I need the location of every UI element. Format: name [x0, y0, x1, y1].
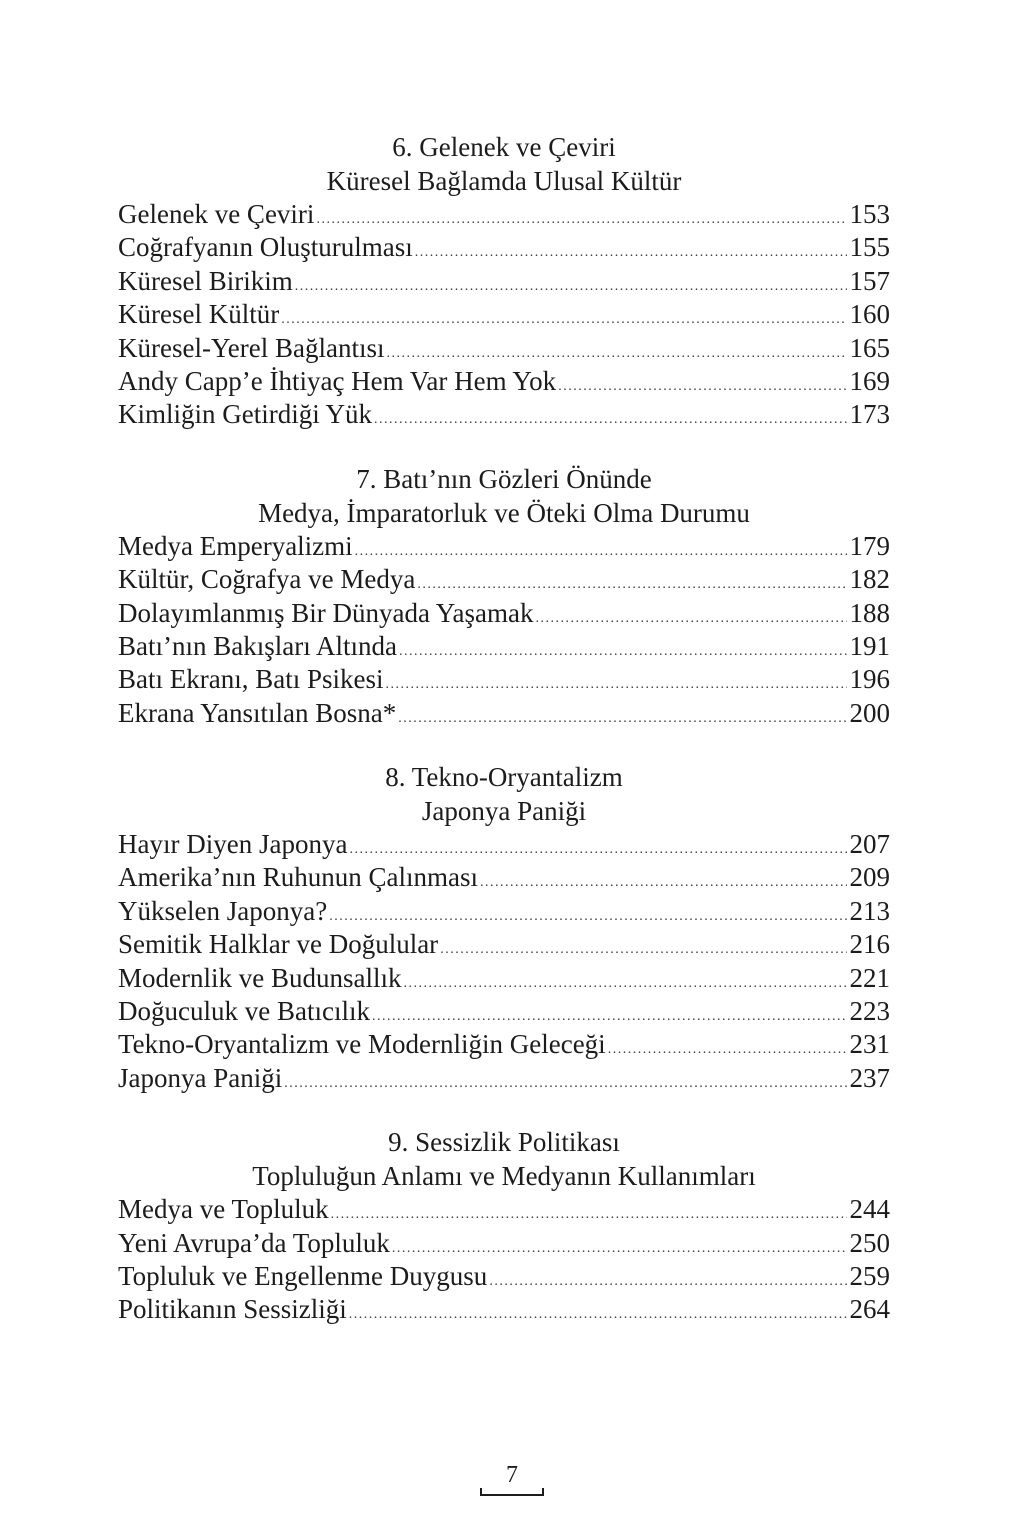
entry-title: Amerika’nın Ruhunun Çalınması	[118, 862, 478, 893]
chapter-9	[118, 1125, 890, 1327]
entry-page: 213	[849, 895, 890, 926]
entry-page: 157	[849, 265, 890, 296]
chapter-subtitle: Medya, İmparatorluk ve Öteki Olma Durumu	[258, 497, 750, 528]
toc-entry	[118, 1028, 890, 1061]
dot-leader	[403, 967, 846, 1000]
entry-title: Küresel Birikim	[118, 265, 293, 296]
dot-leader	[349, 1298, 847, 1331]
toc-entry	[118, 630, 890, 663]
entry-page: 173	[849, 399, 890, 430]
toc-entry	[118, 563, 890, 596]
entry-title: Gelenek ve Çeviri	[118, 199, 315, 229]
chapter-title: 6. Gelenek ve Çeviri	[392, 132, 616, 162]
entry-page: 155	[849, 232, 890, 263]
entry-title: Batı’nın Bakışları Altında	[118, 630, 397, 661]
chapter-7	[118, 462, 890, 730]
page-number: 7	[480, 1460, 544, 1496]
entry-title: Doğuculuk ve Batıcılık	[118, 996, 370, 1027]
dot-leader	[284, 1067, 846, 1100]
toc-entry	[118, 697, 890, 730]
entry-page: 216	[849, 929, 890, 960]
dot-leader	[415, 236, 847, 269]
entry-title: Tekno-Oryantalizm ve Modernliğin Geleceği	[118, 1029, 606, 1060]
chapter-8	[118, 760, 890, 1095]
entry-page: 264	[849, 1294, 890, 1325]
dot-leader	[331, 1198, 847, 1231]
dot-leader	[440, 933, 846, 966]
entry-title: Japonya Paniği	[118, 1062, 283, 1093]
entry-page: 231	[849, 1029, 890, 1060]
entry-page: 237	[849, 1062, 890, 1093]
chapter-subtitle: Japonya Paniği	[421, 796, 587, 827]
dot-leader	[295, 270, 847, 303]
entry-title: Kültür, Coğrafya ve Medya	[118, 564, 416, 595]
toc-entry	[118, 530, 890, 563]
entry-title: Medya ve Topluluk	[118, 1194, 329, 1225]
dot-leader	[355, 535, 847, 568]
entry-title: Küresel-Yerel Bağlantısı	[118, 332, 385, 363]
toc-entry	[118, 1293, 890, 1326]
entry-page: 259	[849, 1260, 890, 1291]
entry-title: Ekrana Yansıtılan Bosna*	[118, 697, 397, 728]
entry-title: Dolayımlanmış Bir Dünyada Yaşamak	[118, 597, 534, 628]
entry-title: Medya Emperyalizmi	[118, 530, 353, 561]
chapter-title: 7. Batı’nın Gözleri Önünde	[356, 463, 652, 494]
toc-entry	[118, 298, 890, 331]
toc-entry	[118, 597, 890, 630]
entry-page: 244	[849, 1194, 890, 1225]
entry-title: Hayır Diyen Japonya	[118, 829, 348, 860]
entry-page: 221	[849, 962, 890, 993]
toc-entry	[118, 663, 890, 696]
chapter-subtitle: Küresel Bağlamda Ulusal Kültür	[326, 166, 682, 196]
entry-title: Coğrafyanın Oluşturulması	[118, 232, 413, 263]
chapter-subtitle: Topluluğun Anlamı ve Medyanın Kullanımları	[252, 1161, 756, 1192]
toc-entry	[118, 995, 890, 1028]
dot-leader	[399, 635, 847, 668]
entry-page: 250	[849, 1227, 890, 1258]
toc-entry	[118, 962, 890, 995]
entry-page: 223	[849, 996, 890, 1027]
dot-leader	[535, 602, 846, 635]
toc-entry	[118, 928, 890, 961]
entry-page: 165	[849, 332, 890, 363]
chapter-title: 8. Tekno-Oryantalizm	[385, 762, 623, 793]
entry-page: 196	[849, 664, 890, 695]
entry-title: Politikanın Sessizliği	[118, 1294, 347, 1325]
entry-page: 191	[849, 630, 890, 661]
entry-page: 169	[849, 365, 890, 396]
chapter-6	[118, 130, 890, 432]
entry-page: 182	[849, 564, 890, 595]
table-of-contents	[118, 130, 890, 1357]
dot-leader	[374, 403, 847, 436]
chapter-title: 9. Sessizlik Politikası	[388, 1127, 620, 1158]
dot-leader	[480, 866, 847, 899]
entry-title: Batı Ekranı, Batı Psikesi	[118, 664, 384, 695]
toc-entry	[118, 398, 890, 431]
dot-leader	[558, 370, 846, 403]
dot-leader	[385, 668, 846, 701]
dot-leader	[489, 1265, 846, 1298]
toc-entry	[118, 332, 890, 365]
entry-page: 200	[849, 697, 890, 728]
entry-title: Yükselen Japonya?	[118, 895, 328, 926]
toc-entry	[118, 861, 890, 894]
entry-title: Topluluk ve Engellenme Duygusu	[118, 1260, 488, 1291]
dot-leader	[608, 1033, 847, 1066]
toc-entry	[118, 1227, 890, 1260]
toc-entry	[118, 198, 890, 231]
toc-entry	[118, 1260, 890, 1293]
entry-page: 153	[849, 199, 890, 229]
dot-leader	[398, 702, 846, 735]
toc-entry	[118, 1062, 890, 1095]
toc-entry	[118, 265, 890, 298]
entry-page: 160	[849, 299, 890, 330]
toc-entry	[118, 365, 890, 398]
toc-entry	[118, 828, 890, 861]
entry-page: 209	[849, 862, 890, 893]
entry-title: Semitik Halklar ve Doğulular	[118, 929, 439, 960]
toc-entry	[118, 895, 890, 928]
toc-entry	[118, 1193, 890, 1226]
entry-title: Yeni Avrupa’da Topluluk	[118, 1227, 390, 1258]
entry-title: Kimliğin Getirdiği Yük	[118, 399, 372, 430]
toc-entry	[118, 231, 890, 264]
entry-title: Modernlik ve Budunsallık	[118, 962, 402, 993]
entry-page: 179	[849, 530, 890, 561]
entry-page: 207	[849, 829, 890, 860]
entry-page: 188	[849, 597, 890, 628]
entry-title: Küresel Kültür	[118, 299, 280, 330]
entry-title: Andy Capp’e İhtiyaç Hem Var Hem Yok	[118, 365, 557, 396]
